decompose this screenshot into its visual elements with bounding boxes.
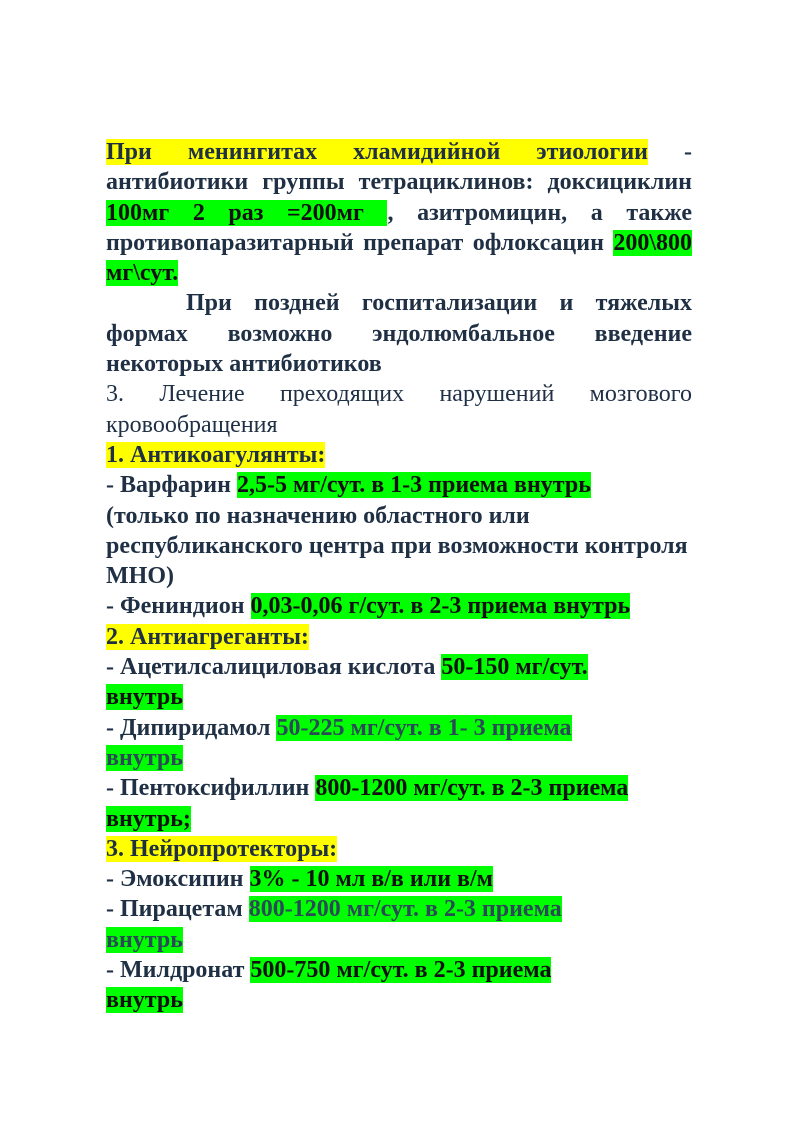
drug-dose: 50-225 мг/сут. в 1- 3 приема [276,714,572,741]
drug-dose-line2: внутрь [106,684,183,711]
group-title-highlight: 3. Нейропротекторы: [106,835,338,862]
drug-name: - Эмоксипин [106,866,250,893]
drug-name: - Пирацетам [106,896,249,923]
section-3-heading: 3. Лечение преходящих нарушений мозгового кровообращения [106,381,692,438]
drug-dose: 800-1200 мг/сут. в 2-3 приема [315,775,629,802]
drug-acetylsalicylic-acid [106,652,692,713]
drug-dipyridamole [106,713,692,774]
drug-name: - Ацетилсалициловая кислота [106,654,442,681]
drug-dose: 3% - 10 мл в/в или в/м [249,866,493,893]
drug-name: - Варфарин [106,472,237,499]
paragraph1-text2: , азитромицин, а также противопаразитарный препарат офлоксацин [106,199,692,256]
drug-mildronate [106,955,692,1016]
drug-name: - Дипиридамол [106,714,277,741]
drug-dose-line2: внутрь [106,987,183,1014]
paragraph1-text1: - антибиотики группы тетрациклинов: доксициклин [106,139,692,196]
dose-doxycycline: 100мг 2 раз =200мг [106,199,388,226]
drug-dose: 50-150 мг/сут. [441,654,588,681]
group-anticoagulants-title [106,440,692,470]
drug-phenindione [106,591,692,621]
drug-name: - Фениндион [106,593,251,620]
drug-warfarin [106,470,692,500]
warfarin-note: (только по назначению областного или республиканского центра при возможности контроля МНО) [106,502,688,590]
group-antiplatelets-title [106,622,692,652]
group-title-highlight: 1. Антикоагулянты: [106,441,326,468]
group-neuroprotectors-title [106,834,692,864]
drug-name: - Милдронат [106,957,251,984]
drug-dose: 2,5-5 мг/сут. в 1-3 приема внутрь [236,472,591,499]
document-body [106,137,692,1016]
highlight-lead: При менингитах хламидийной этиологии [106,139,648,165]
drug-piracetam [106,894,692,955]
drug-dose: 500-750 мг/сут. в 2-3 приема [250,957,552,984]
drug-name: - Пентоксифиллин [106,775,316,802]
paragraph-late-hospitalization: При поздней госпитализации и тяжелых формах возможно эндолюмбальное введение некоторых антибиотиков [106,290,692,378]
dose-ofloxacin: 200\800 мг\сут. [106,229,692,287]
drug-pentoxifylline [106,773,692,834]
drug-dose-line2: внутрь [106,744,183,771]
group-title-highlight: 2. Антиагреганты: [106,623,309,650]
drug-dose-line2: внутрь [106,926,183,953]
drug-dose: 0,03-0,06 г/сут. в 2-3 приема внутрь [250,593,631,620]
drug-dose: 800-1200 мг/сут. в 2-3 приема [248,896,562,923]
drug-dose-line2: внутрь; [106,805,191,832]
drug-emoxipin [106,864,692,894]
paragraph-chlamydial-meningitis [106,137,692,288]
